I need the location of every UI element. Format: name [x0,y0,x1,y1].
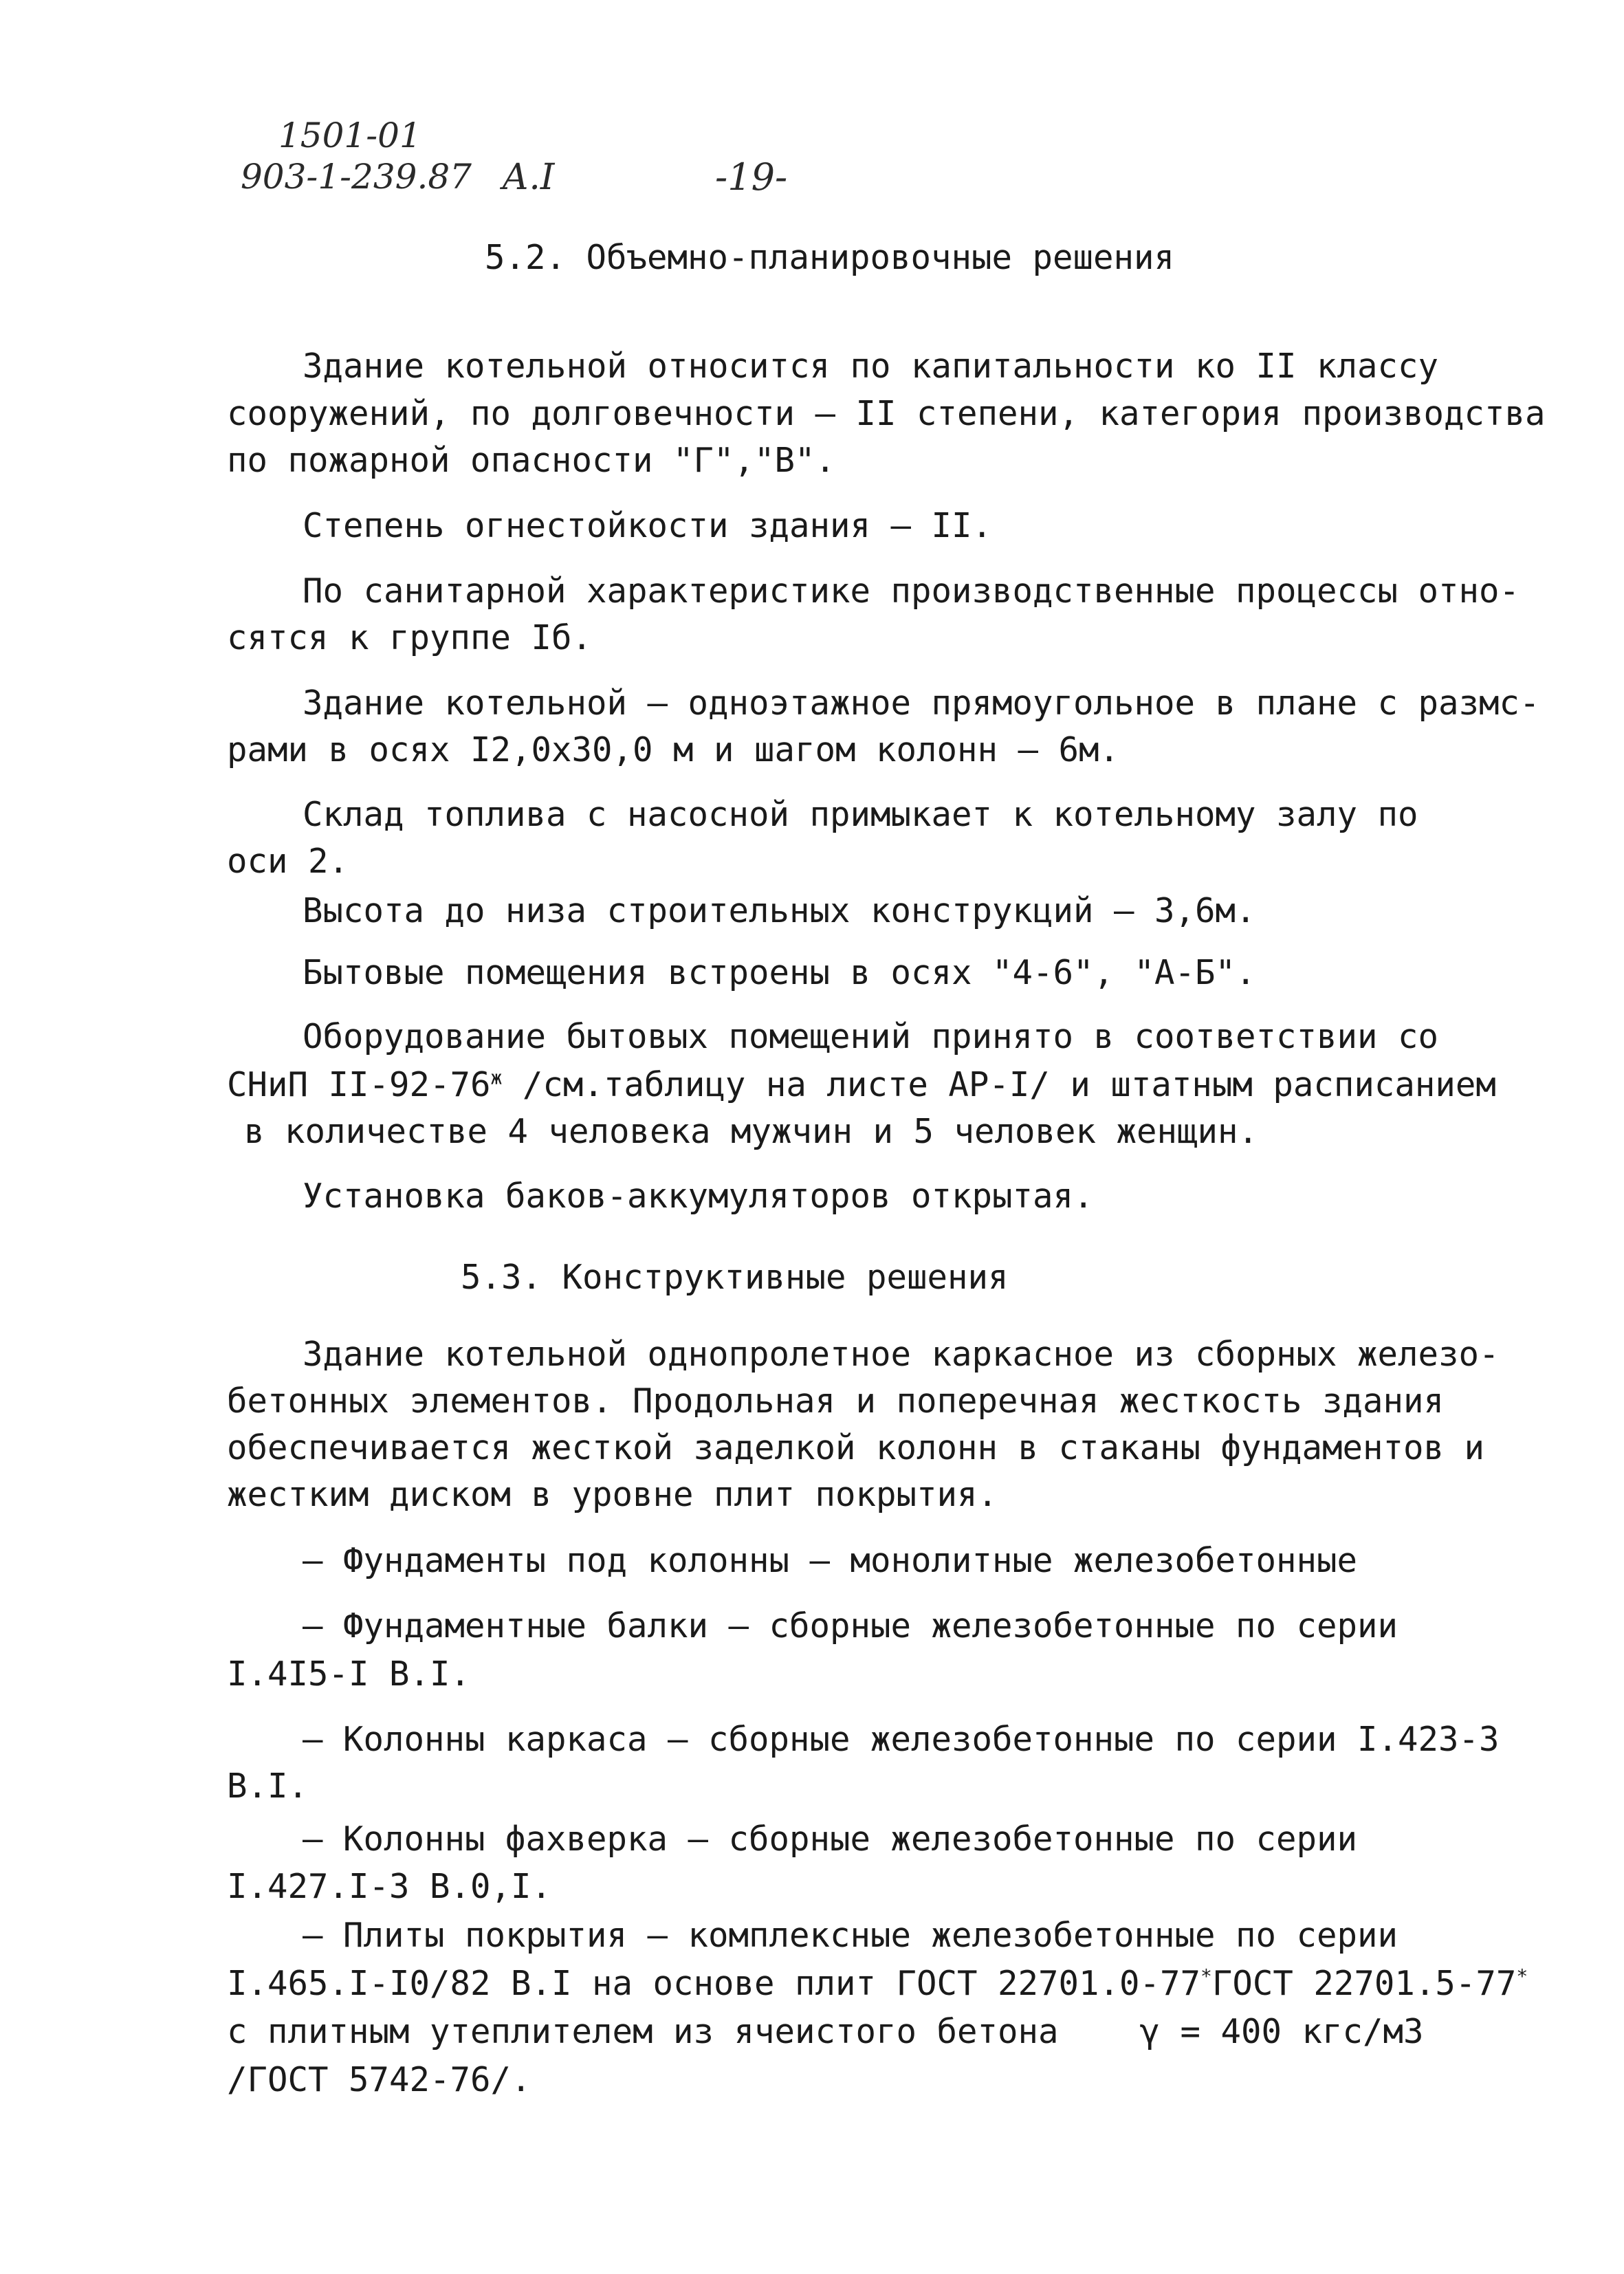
s52-p6: Высота до низа строительных конструкций – 3,6м. [303,891,1256,930]
s52-p8-line2-a: СНиП II-92-76 [227,1065,491,1104]
s52-p5-line2: оси 2. [227,842,349,881]
s53-item4-line2: I.427.I-3 В.0,I. [227,1867,552,1906]
s53-item3-line1: – Колонны каркаса – сборные железобетонные по серии I.423-3 [303,1720,1500,1759]
section-heading-5-3: 5.3. Конструктивные решения [461,1258,1009,1297]
s53-item5-line2 [227,1963,1528,2004]
stamp-bottom: 903-1-239.87 [241,157,472,197]
s52-p5-line1: Склад топлива с насосной примыкает к котельному залу по [303,795,1418,834]
s52-p8-line2 [227,1064,1496,1106]
s52-p4-line1: Здание котельной – одноэтажное прямоугольное в плане с размс- [303,684,1540,723]
s53-item5-line2-a: I.465.I-I0/82 В.I на основе плит ГОСТ 22701.0-77 [227,1964,1201,2003]
s53-item5-line4: /ГОСТ 5742-76/. [227,2060,531,2099]
s52-p9: Установка баков-аккумуляторов открытая. [303,1177,1094,1216]
s53-item4-line1: – Колонны фахверка – сборные железобетонные по серии [303,1819,1358,1859]
s52-p1-line2: сооружений, по долговечности – II степени, категория производства [227,394,1546,433]
s52-p8-line1: Оборудование бытовых помещений принято в соответствии со [303,1017,1439,1056]
s52-p8-line3: в количестве 4 человека мужчин и 5 человек женщин. [244,1112,1259,1151]
s53-item5-line2-b: ГОСТ 22701.5-77 [1211,1964,1517,2003]
s53-item5-line1: – Плиты покрытия – комплексные железобетонные по серии [303,1916,1398,1955]
s53-item3-line2: В.I. [227,1767,309,1806]
s52-p1-line1: Здание котельной относится по капитальности ко II классу [303,347,1439,386]
s53-p1-line3: обеспечивается жесткой заделкой колонн в стаканы фундаментов и [227,1428,1485,1467]
s53-item5-sup2: * [1516,1965,1528,1988]
s53-item2-line2: I.4I5-I В.I. [227,1654,471,1694]
s53-p1-line1: Здание котельной однопролетное каркасное из сборных железо- [303,1335,1500,1374]
s52-p7: Бытовые помещения встроены в осях "4-6", "А-Б". [303,953,1256,992]
s53-item5-sup1: * [1200,1965,1212,1988]
stamp-top: 1501-01 [278,116,421,155]
s52-p8-superscript: ж [490,1066,503,1089]
s52-p8-line2-b: /см.таблицу на листе АР-I/ и штатным расписанием [502,1065,1496,1104]
s52-p1-line3: по пожарной опасности "Г","В". [227,441,836,480]
s53-p1-line4: жестким диском в уровне плит покрытия. [227,1475,998,1514]
s52-p4-line2: рами в осях I2,0х30,0 м и шагом колонн – 6м. [227,730,1120,769]
section-heading-5-2: 5.2. Объемно-планировочные решения [485,238,1175,277]
s53-item5-line3: с плитным утеплителем из ячеистого бетона γ = 400 кгс/м3 [227,2012,1424,2051]
s53-item1: – Фундаменты под колонны – монолитные железобетонные [303,1541,1358,1580]
page-number: -19- [715,155,788,199]
s52-p2: Степень огнестойкости здания – II. [303,506,993,545]
album-mark: А.I [502,157,555,198]
s52-p3-line2: сятся к группе Iб. [227,618,593,657]
s52-p3-line1: По санитарной характеристике производственные процессы отно- [303,571,1520,611]
s53-item2-line1: – Фундаментные балки – сборные железобетонные по серии [303,1606,1398,1646]
s53-p1-line2: бетонных элементов. Продольная и поперечная жесткость здания [227,1381,1445,1421]
